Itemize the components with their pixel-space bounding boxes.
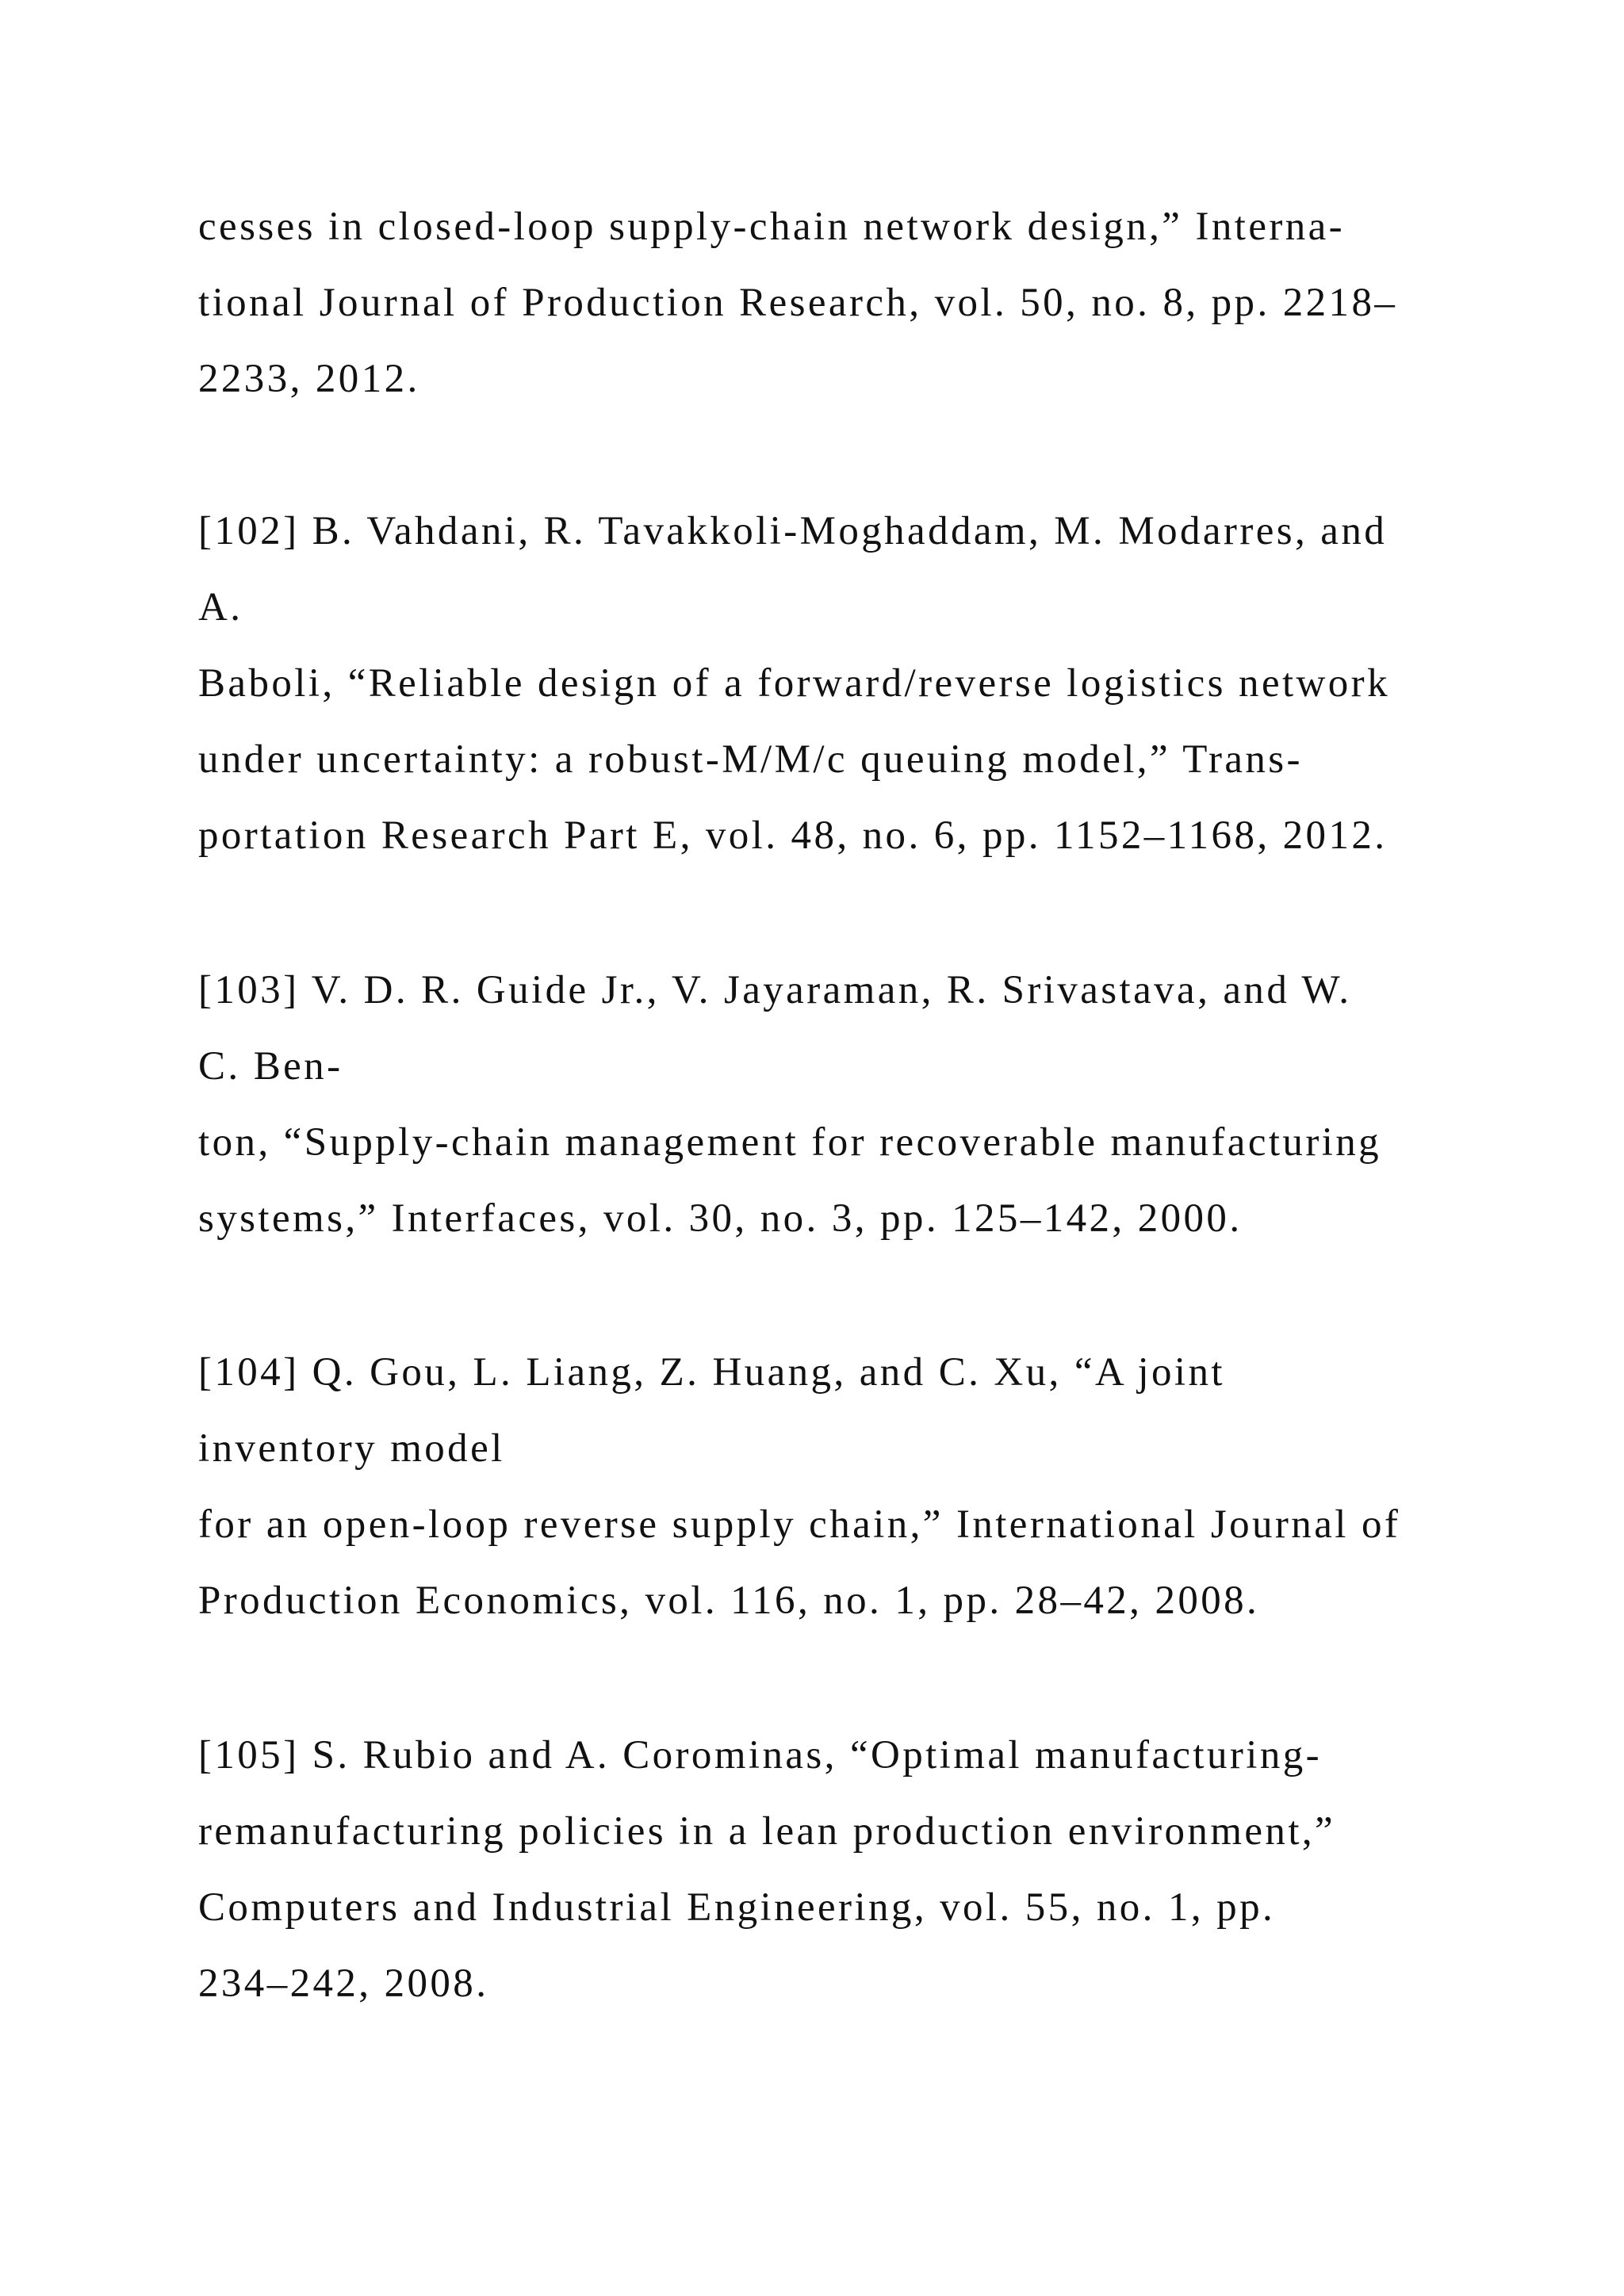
reference-line: [105] S. Rubio and A. Corominas, “Optimal manufacturing- [198, 1733, 1323, 1777]
reference-line: for an open-loop reverse supply chain,” International Journal of [198, 1502, 1401, 1547]
reference-105 [198, 1717, 1507, 2022]
reference-line: systems,” Interfaces, vol. 30, no. 3, pp. 125–142, 2000. [198, 1196, 1243, 1241]
reference-line: portation Research Part E, vol. 48, no. 6, pp. 1152–1168, 2012. [198, 813, 1388, 858]
reference-line: 2233, 2012. [198, 357, 420, 401]
reference-line: inventory model [198, 1426, 505, 1471]
reference-line: Baboli, “Reliable design of a forward/reverse logistics network [198, 661, 1390, 706]
reference-line: A. [198, 585, 243, 629]
reference-line: Computers and Industrial Engineering, vol. 55, no. 1, pp. [198, 1885, 1276, 1930]
reference-line: [104] Q. Gou, L. Liang, Z. Huang, and C. Xu, “A joint [198, 1350, 1225, 1395]
reference-line: C. Ben- [198, 1044, 343, 1089]
reference-line: cesses in closed-loop supply-chain network design,” Interna- [198, 205, 1346, 249]
reference-line: 234–242, 2008. [198, 1961, 489, 2006]
reference-line: remanufacturing policies in a lean production environment,” [198, 1809, 1336, 1854]
reference-line: ton, “Supply-chain management for recoverable manufacturing [198, 1120, 1382, 1165]
reference-103 [198, 952, 1507, 1257]
reference-line: [102] B. Vahdani, R. Tavakkoli-Moghaddam, M. Modarres, and [198, 509, 1388, 553]
reference-continued [198, 189, 1507, 417]
reference-104 [198, 1334, 1507, 1639]
reference-line: Production Economics, vol. 116, no. 1, pp. 28–42, 2008. [198, 1578, 1260, 1623]
reference-line: under uncertainty: a robust-M/M/c queuing model,” Trans- [198, 737, 1303, 782]
reference-line: [103] V. D. R. Guide Jr., V. Jayaraman, R. Srivastava, and W. [198, 968, 1352, 1012]
reference-line: tional Journal of Production Research, vol. 50, no. 8, pp. 2218– [198, 281, 1398, 325]
reference-102 [198, 493, 1507, 874]
